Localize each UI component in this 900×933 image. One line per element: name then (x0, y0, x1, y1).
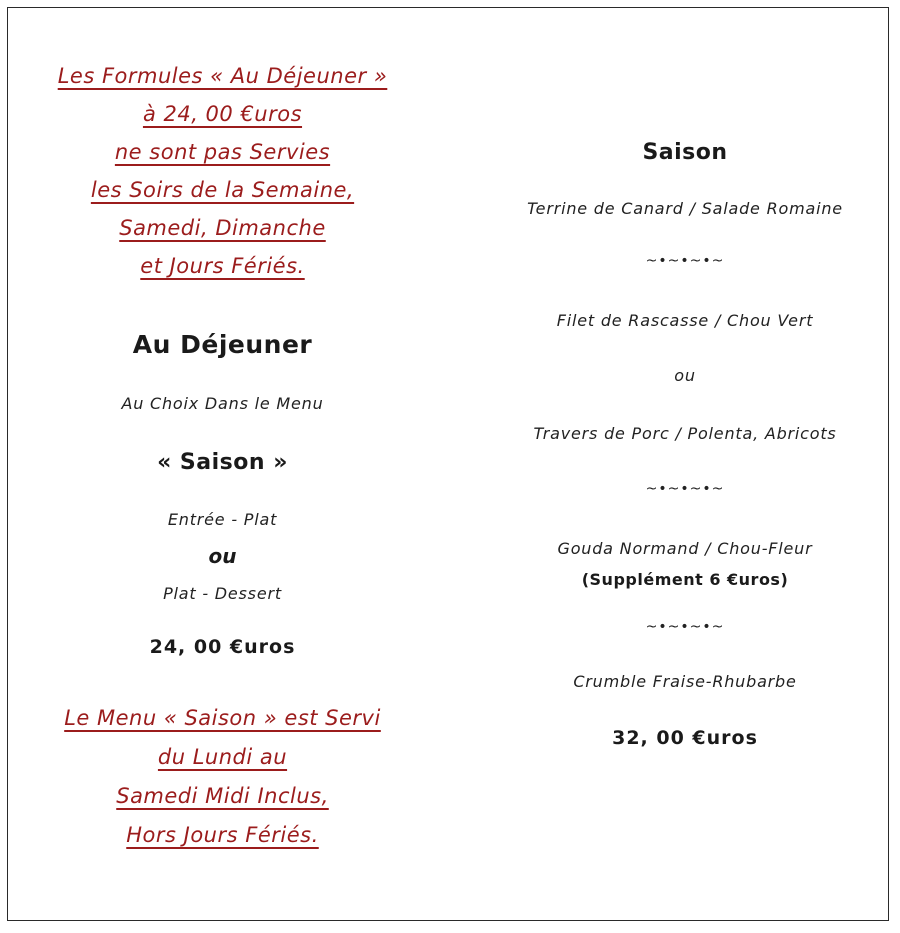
supplement-note: (Supplément 6 €uros) (581, 570, 789, 589)
cheese-dish: Gouda Normand / Chou-Fleur (557, 539, 813, 558)
notice-bottom-line-3: Samedi Midi Inclus, (116, 784, 329, 808)
option-main-dessert: Plat - Dessert (163, 584, 282, 603)
notice-top-line-1: Les Formules « Au Déjeuner » (57, 64, 388, 88)
notice-top-line-4: les Soirs de la Semaine, (90, 178, 355, 202)
notice-top-line-3: ne sont pas Servies (114, 140, 331, 164)
lunch-subheading: Au Choix Dans le Menu (121, 394, 324, 413)
separator-2: ~•~•~•~ (645, 481, 725, 497)
main-dish-1: Filet de Rascasse / Chou Vert (556, 311, 814, 330)
notice-top-line-2: à 24, 00 €uros (142, 102, 303, 126)
main-or-label: ou (674, 366, 696, 385)
lunch-price: 24, 00 €uros (149, 636, 296, 658)
separator-1: ~•~•~•~ (645, 253, 725, 269)
lunch-heading: Au Déjeuner (132, 330, 313, 359)
option-starter-main: Entrée - Plat (167, 510, 278, 529)
starter-dish: Terrine de Canard / Salade Romaine (527, 199, 843, 218)
main-dish-2: Travers de Porc / Polenta, Abricots (533, 424, 837, 443)
saison-heading: Saison (642, 140, 728, 165)
dessert-dish: Crumble Fraise-Rhubarbe (573, 672, 797, 691)
notice-bottom-line-4: Hors Jours Fériés. (126, 823, 319, 847)
notice-bottom-line-1: Le Menu « Saison » est Servi (64, 706, 381, 730)
separator-3: ~•~•~•~ (645, 619, 725, 635)
notice-bottom-line-2: du Lundi au (157, 745, 288, 769)
notice-top-line-5: Samedi, Dimanche (119, 216, 326, 240)
menu-name: « Saison » (157, 450, 288, 475)
or-label: ou (208, 544, 237, 568)
saison-price: 32, 00 €uros (612, 727, 758, 749)
notice-top-line-6: et Jours Fériés. (140, 254, 305, 278)
